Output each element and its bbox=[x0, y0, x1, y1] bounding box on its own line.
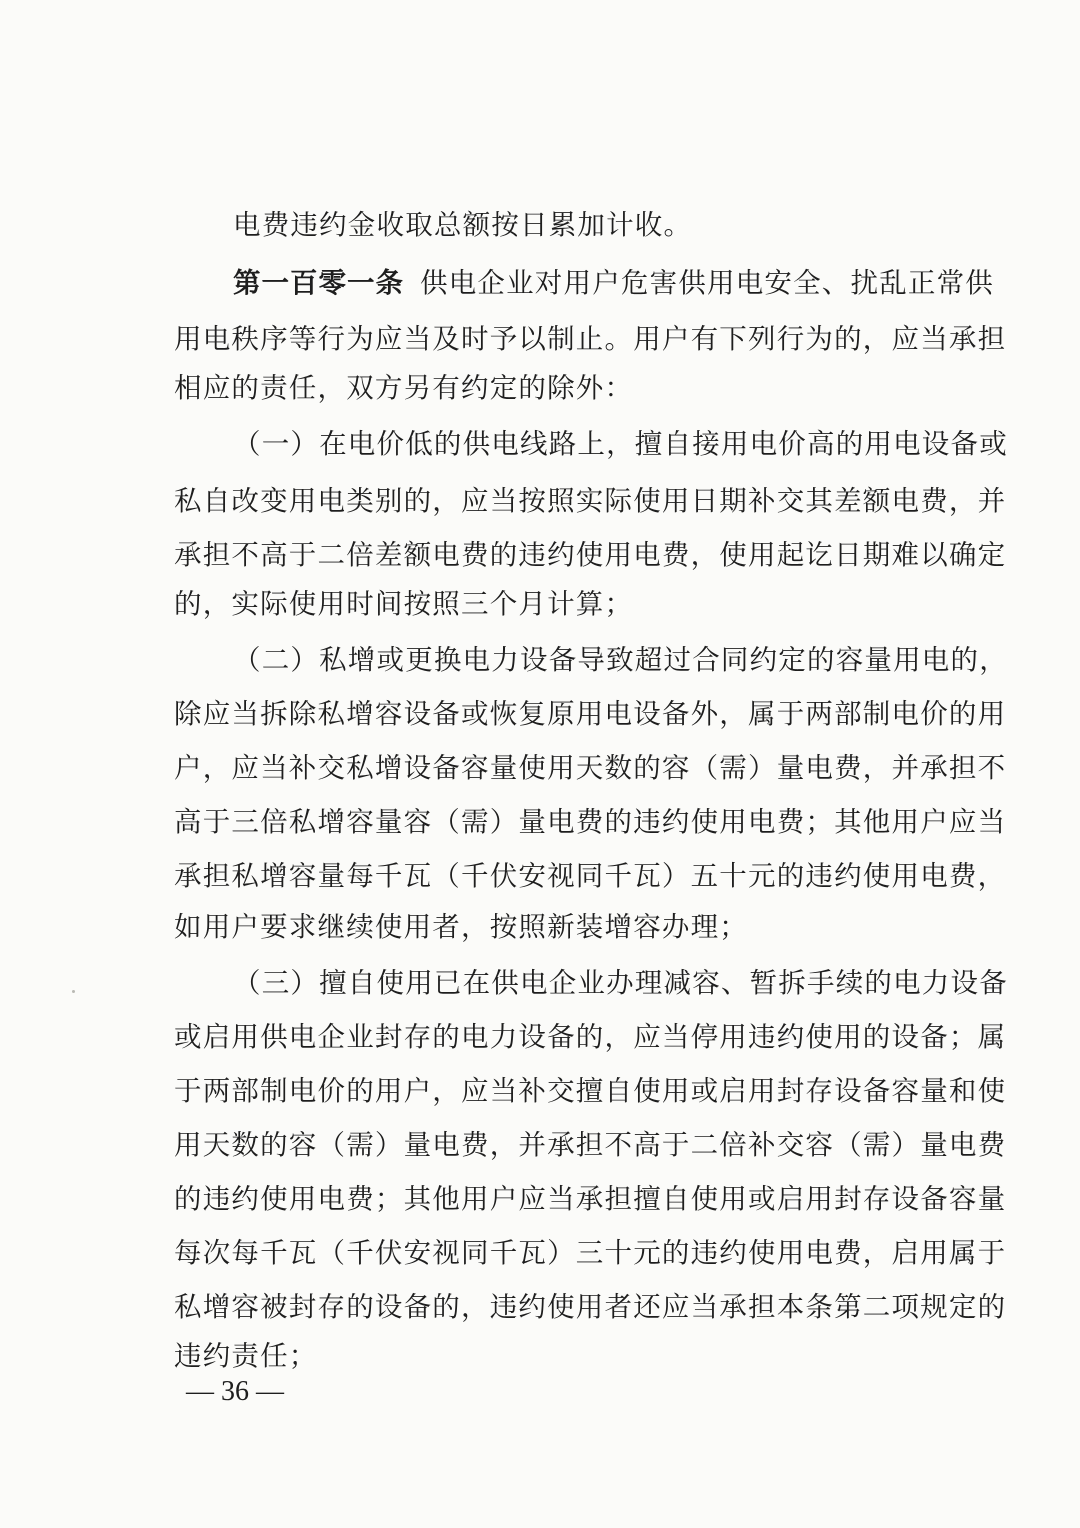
text-line: 户，应当补交私增设备容量使用天数的容（需）量电费，并承担不 bbox=[174, 752, 1007, 784]
text-line: 相应的责任，双方另有约定的除外： bbox=[174, 372, 634, 404]
text-line: 用电秩序等行为应当及时予以制止。用户有下列行为的，应当承担 bbox=[174, 323, 1007, 355]
text-line: 承担私增容量每千瓦（千伏安视同千瓦）五十元的违约使用电费， bbox=[174, 860, 1007, 892]
text-line: 违约责任； bbox=[174, 1340, 318, 1372]
text-line: 私自改变用电类别的，应当按照实际使用日期补交其差额电费，并 bbox=[174, 485, 1007, 517]
text-line: 除应当拆除私增容设备或恢复原用电设备外，属于两部制电价的用 bbox=[174, 698, 1007, 730]
text-line: 于两部制电价的用户，应当补交擅自使用或启用封存设备容量和使 bbox=[174, 1075, 1007, 1107]
text-line: 承担不高于二倍差额电费的违约使用电费，使用起讫日期难以确定 bbox=[174, 539, 1007, 571]
text-line: 电费违约金收取总额按日累加计收。 bbox=[233, 209, 693, 241]
page-number: — 36 — bbox=[186, 1376, 284, 1407]
text-line: 如用户要求继续使用者，按照新装增容办理； bbox=[174, 911, 748, 943]
article-number: 第一百零一条 bbox=[233, 267, 404, 299]
text-line: 的，实际使用时间按照三个月计算； bbox=[174, 588, 634, 620]
article-first-line bbox=[233, 263, 994, 303]
text-line: 私增容被封存的设备的，违约使用者还应当承担本条第二项规定的 bbox=[174, 1291, 1007, 1323]
text-line: 的违约使用电费；其他用户应当承担擅自使用或启用封存设备容量 bbox=[174, 1183, 1007, 1215]
article-first-line-text: 供电企业对用户危害供用电安全、扰乱正常供 bbox=[420, 267, 994, 299]
text-line: （三）擅自使用已在供电企业办理减容、暂拆手续的电力设备 bbox=[233, 967, 1008, 999]
text-line: 或启用供电企业封存的电力设备的，应当停用违约使用的设备；属 bbox=[174, 1021, 1007, 1053]
text-line: 每次每千瓦（千伏安视同千瓦）三十元的违约使用电费，启用属于 bbox=[174, 1237, 1007, 1269]
text-line: 高于三倍私增容量容（需）量电费的违约使用电费；其他用户应当 bbox=[174, 806, 1007, 838]
text-line: （一）在电价低的供电线路上，擅自接用电价高的用电设备或 bbox=[233, 428, 1008, 460]
text-line: 用天数的容（需）量电费，并承担不高于二倍补交容（需）量电费 bbox=[174, 1129, 1007, 1161]
scan-speck bbox=[72, 990, 75, 993]
text-line: （二）私增或更换电力设备导致超过合同约定的容量用电的， bbox=[233, 644, 1008, 676]
